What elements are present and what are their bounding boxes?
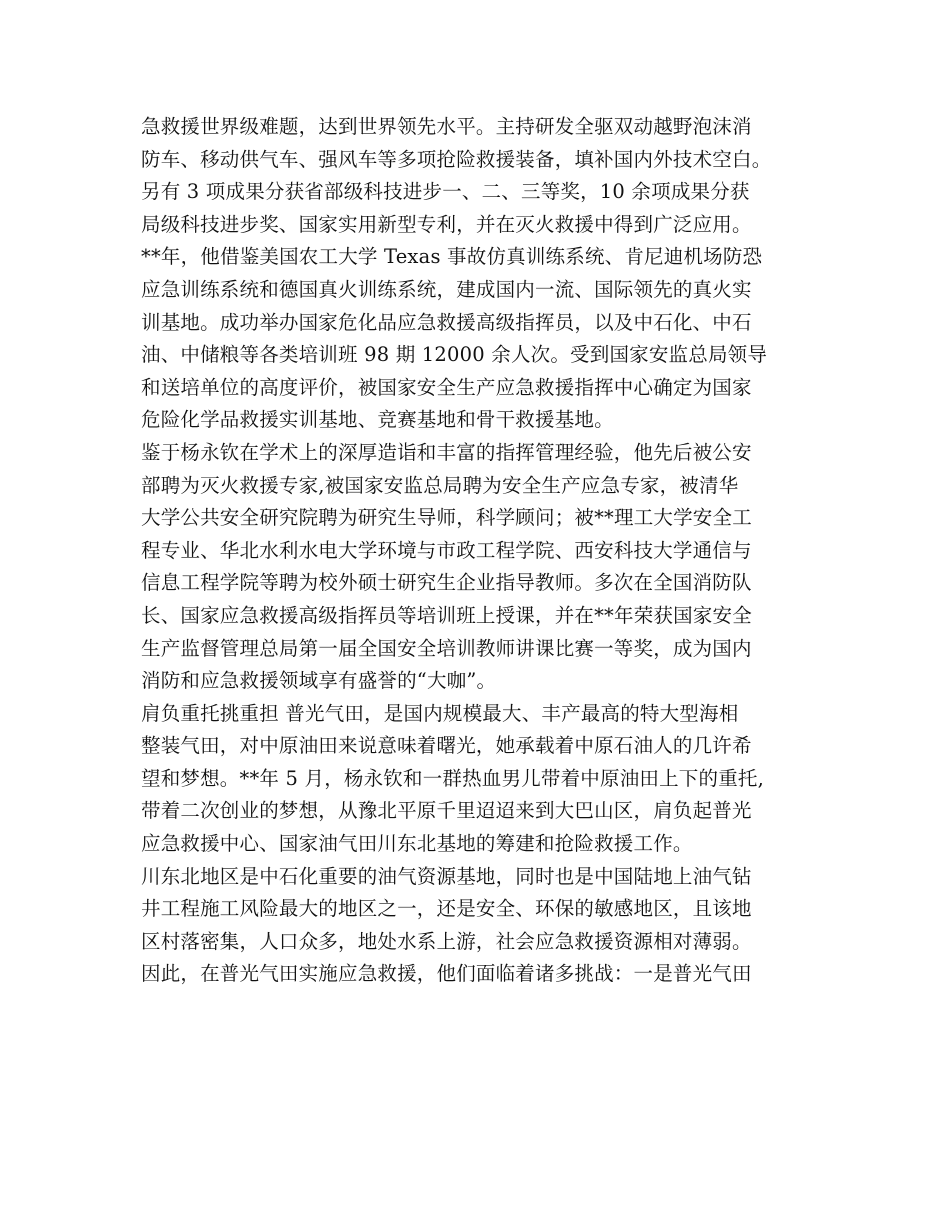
text-line: 局级科技进步奖、国家实用新型专利，并在灭火救援中得到广泛应用。 bbox=[141, 212, 752, 236]
text-line: 因此，在普光气田实施应急救援，他们面临着诸多挑战：一是普光气田 bbox=[141, 962, 752, 986]
text-line: 川东北地区是中石化重要的油气资源基地，同时也是中国陆地上油气钻 bbox=[141, 864, 752, 888]
text-line: 应急救援中心、国家油气田川东北基地的筹建和抢险救援工作。 bbox=[141, 832, 693, 856]
text-line: 肩负重托挑重担 普光气田，是国内规模最大、丰产最高的特大型海相 bbox=[141, 701, 739, 725]
text-line: 训基地。成功举办国家危化品应急救援高级指挥员，以及中石化、中石 bbox=[141, 310, 752, 334]
text-line: 井工程施工风险最大的地区之一，还是安全、环保的敏感地区，且该地 bbox=[141, 897, 752, 921]
text-line: 另有 3 项成果分获省部级科技进步一、二、三等奖，10 余项成果分获 bbox=[141, 180, 750, 204]
text-line: 油、中储粮等各类培训班 98 期 12000 余人次。受到国家安监总局领导 bbox=[141, 343, 768, 367]
text-line: 应急训练系统和德国真火训练系统，建成国内一流、国际领先的真火实 bbox=[141, 277, 752, 301]
text-line: 和送培单位的高度评价，被国家安全生产应急救援指挥中心确定为国家 bbox=[141, 375, 752, 399]
text-line: 整装气田，对中原油田来说意味着曙光，她承载着中原石油人的几许希 bbox=[141, 734, 752, 758]
text-line: **年，他借鉴美国农工大学 Texas 事故仿真训练系统、肯尼迪机场防恐 bbox=[141, 245, 763, 269]
text-line: 危险化学品救援实训基地、竞赛基地和骨干救援基地。 bbox=[141, 408, 614, 432]
text-line: 防车、移动供气车、强风车等多项抢险救援装备，填补国内外技术空白。 bbox=[141, 147, 772, 171]
text-line: 急救援世界级难题，达到世界领先水平。主持研发全驱双动越野泡沫消 bbox=[141, 115, 752, 138]
text-line: 望和梦想。**年 5 月，杨永钦和一群热血男儿带着中原油田上下的重托, bbox=[141, 766, 765, 790]
body-text bbox=[141, 111, 811, 991]
text-line: 消防和应急救援领域享有盛誉的“大咖”。 bbox=[141, 669, 497, 693]
text-line: 信息工程学院等聘为校外硕士研究生企业指导教师。多次在全国消防队 bbox=[141, 571, 752, 595]
text-line: 生产监督管理总局第一届全国安全培训教师讲课比赛一等奖，成为国内 bbox=[141, 636, 752, 660]
text-line: 长、国家应急救援高级指挥员等培训班上授课，并在**年荣获国家安全 bbox=[141, 603, 752, 627]
text-line: 程专业、华北水利水电大学环境与市政工程学院、西安科技大学通信与 bbox=[141, 538, 752, 562]
text-line: 大学公共安全研究院聘为研究生导师，科学顾问；被**理工大学安全工 bbox=[141, 506, 752, 530]
text-line: 部聘为灭火救援专家,被国家安监总局聘为安全生产应急专家，被清华 bbox=[141, 473, 739, 497]
text-line: 区村落密集，人口众多，地处水系上游，社会应急救援资源相对薄弱。 bbox=[141, 929, 752, 953]
text-line: 鉴于杨永钦在学术上的深厚造诣和丰富的指挥管理经验，他先后被公安 bbox=[141, 440, 752, 464]
text-line: 带着二次创业的梦想，从豫北平原千里迢迢来到大巴山区，肩负起普光 bbox=[141, 799, 752, 823]
